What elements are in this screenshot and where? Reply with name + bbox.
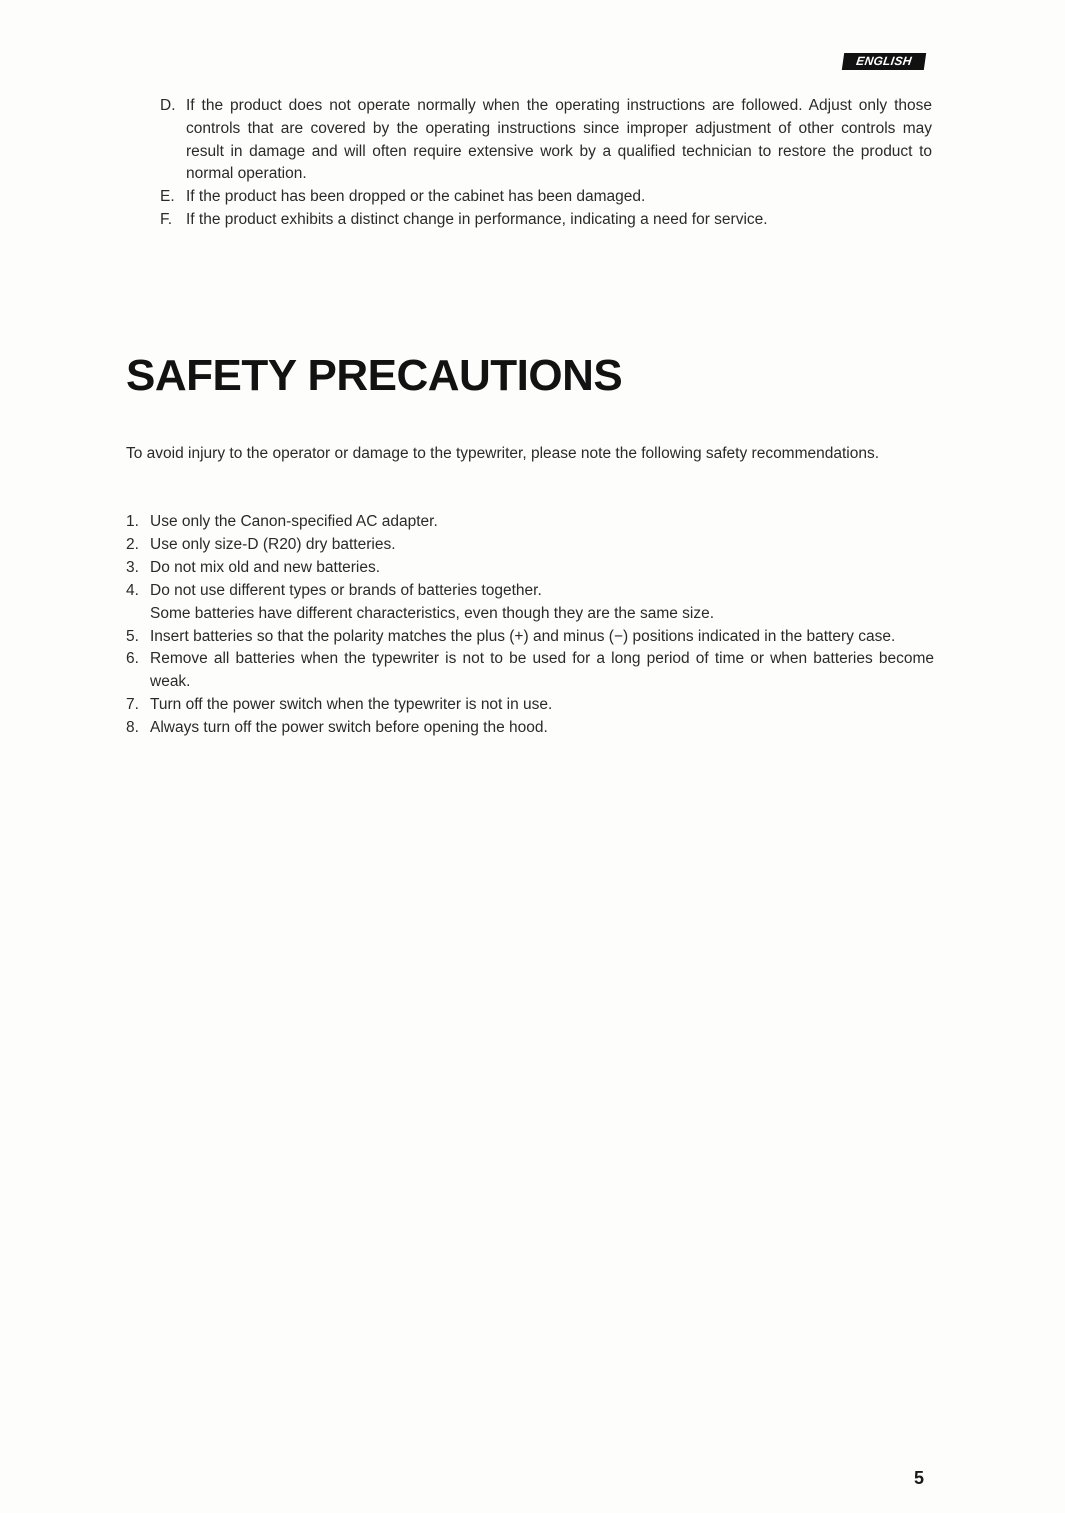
list-marker: 5.: [126, 627, 139, 645]
list-marker: D.: [160, 97, 176, 114]
list-text: Use only the Canon-specified AC adapter.: [150, 513, 438, 530]
list-item: [160, 186, 932, 209]
list-marker: 2.: [126, 535, 139, 553]
list-item: [126, 626, 934, 649]
list-item: [126, 511, 934, 534]
list-marker: 7.: [126, 696, 139, 714]
intro-paragraph: To avoid injury to the operator or damage to the typewriter, please note the following safety recommendations.: [126, 445, 880, 462]
list-text: Do not use different types or brands of batteries together.: [150, 581, 542, 599]
list-marker: F.: [160, 210, 173, 228]
list-item: [160, 95, 932, 186]
list-marker: 3.: [126, 558, 139, 576]
list-text: Do not mix old and new batteries.: [150, 558, 381, 576]
list-text: Always turn off the power switch before opening the hood.: [150, 719, 548, 737]
page-title: SAFETY PRECAUTIONS: [126, 351, 623, 400]
list-marker: 1.: [126, 513, 139, 530]
list-item: [126, 648, 934, 694]
list-item: [126, 580, 934, 626]
list-text: If the product does not operate normally when the operating instructions are followed. Adjust only those controls that are covered by the operating instructions since improper adjustment of other controls may result in damage and will often require extensive work by a qualified technician to restore the product to normal operation.: [186, 97, 932, 183]
list-marker: 4.: [126, 581, 139, 599]
list-item: [126, 717, 934, 740]
page-number: 5: [914, 1468, 925, 1488]
list-item: [160, 209, 932, 232]
list-marker: 8.: [126, 719, 139, 737]
list-text: Use only size-D (R20) dry batteries.: [150, 535, 396, 553]
list-marker: 6.: [126, 650, 139, 668]
list-marker: E.: [160, 188, 175, 206]
service-conditions-list: [160, 95, 932, 232]
list-text: Remove all batteries when the typewriter is not to be used for a long period of time or when batteries become weak.: [150, 650, 934, 691]
language-badge: ENGLISH: [842, 53, 926, 70]
list-item: [126, 694, 934, 717]
safety-precautions-list: [126, 511, 934, 740]
list-text: Insert batteries so that the polarity matches the plus (+) and minus (−) positions indicated in the battery case.: [150, 627, 896, 645]
list-text: If the product has been dropped or the cabinet has been damaged.: [186, 188, 646, 206]
list-text: If the product exhibits a distinct change in performance, indicating a need for service.: [186, 210, 768, 228]
list-item: [126, 557, 934, 580]
list-note: Some batteries have different characteristics, even though they are the same size.: [150, 604, 715, 622]
list-item: [126, 534, 934, 557]
list-text: Turn off the power switch when the typewriter is not in use.: [150, 696, 553, 714]
